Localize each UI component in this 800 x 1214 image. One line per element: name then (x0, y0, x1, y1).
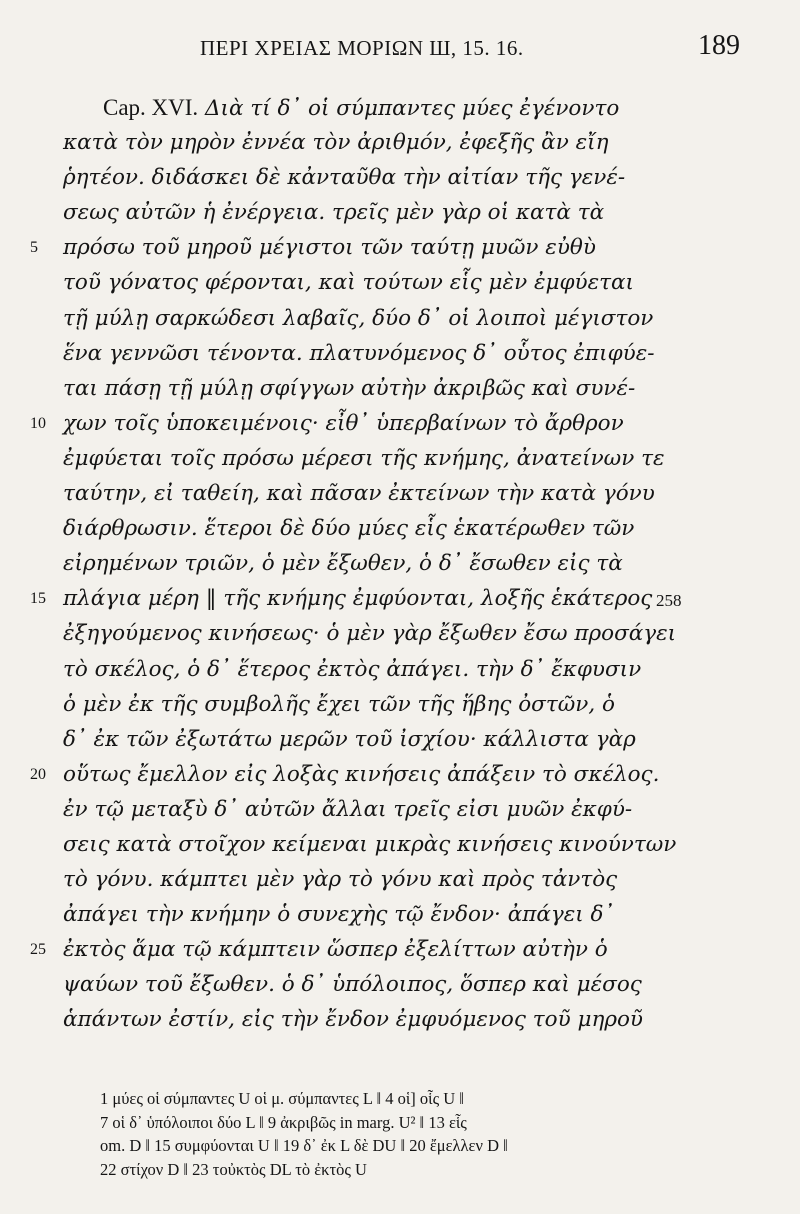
footnote-line: 1 μύες οἱ σύμπαντες U οἱ μ. σύμπαντες L ‖ 4 οἱ] οἷς U ‖ (100, 1089, 464, 1108)
text-line (30, 897, 770, 932)
text-line (30, 265, 770, 300)
line-text: ἐμφύεται τοῖς πρόσω μέρεσι τῆς κνήμης, ἀνατείνων τε (63, 445, 665, 471)
line-text: δ᾽ ἐκ τῶν ἐξωτάτω μερῶν τοῦ ἰσχίου· κάλλιστα γὰρ (63, 726, 636, 752)
text-line (30, 371, 770, 406)
line-text: σεις κατὰ στοῖχον κείμεναι μικρὰς κινήσεις κινούντων (63, 831, 677, 857)
line-text: τὸ γόνυ. κάμπτει μὲν γὰρ τὸ γόνυ καὶ πρὸς τἀντὸς (63, 867, 618, 893)
text-line (30, 967, 770, 1002)
running-head: ΠΕΡΙ ΧΡΕΙΑΣ ΜΟΡΙΩΝ Ш, 15. 16. (200, 36, 524, 60)
line-text: ἁπάντων ἐστίν, εἰς τὴν ἔνδον ἐμφυόμενος τοῦ μηροῦ (63, 1007, 643, 1033)
text-lines (30, 125, 770, 1037)
text-line (30, 230, 770, 265)
text-line-chapter-start (30, 90, 770, 125)
text-line (30, 827, 770, 862)
text-line (30, 757, 770, 792)
line-text: πλάγια μέρη ‖ τῆς κνήμης ἐμφύονται, λοξῆς ἑκάτερος (63, 586, 653, 612)
line-text: ὁ μὲν ἐκ τῆς συμβολῆς ἔχει τῶν τῆς ἥβης ὀστῶν, ὁ (63, 691, 615, 717)
chapter-first-line: Διὰ τί δ᾽ οἱ σύμπαντες μύες ἐγένοντο (205, 96, 620, 121)
text-line (30, 932, 770, 967)
text-line (30, 616, 770, 651)
chapter-opening (103, 90, 619, 126)
text-line (30, 722, 770, 757)
text-line (30, 441, 770, 476)
text-line (30, 476, 770, 511)
text-line (30, 125, 770, 160)
line-number: 5 (30, 239, 38, 257)
page-header (200, 30, 740, 70)
text-line (30, 195, 770, 230)
text-line (30, 581, 770, 616)
line-text: ται πάσῃ τῇ μύλῃ σφίγγων αὐτὴν ἀκριβῶς καὶ συνέ- (63, 375, 636, 401)
page-number: 189 (698, 30, 740, 61)
text-line (30, 546, 770, 581)
line-text: ἐν τῷ μεταξὺ δ᾽ αὐτῶν ἄλλαι τρεῖς εἰσι μυῶν ἐκφύ- (63, 796, 633, 822)
text-line (30, 792, 770, 827)
line-text: ταύτην, εἰ ταθείη, καὶ πᾶσαν ἐκτείνων τὴν κατὰ γόνυ (63, 481, 655, 507)
text-line (30, 336, 770, 371)
line-text: ἐξηγούμενος κινήσεως· ὁ μὲν γὰρ ἔξωθεν ἔσω προσάγει (63, 621, 677, 647)
main-text (30, 90, 770, 1038)
line-text: ψαύων τοῦ ἔξωθεν. ὁ δ᾽ ὑπόλοιπος, ὅσπερ καὶ μέσος (63, 972, 642, 998)
text-line (30, 511, 770, 546)
line-text: τὸ σκέλος, ὁ δ᾽ ἕτερος ἐκτὸς ἀπάγει. τὴν δ᾽ ἔκφυσιν (63, 656, 642, 682)
text-line (30, 862, 770, 897)
line-text: τῇ μύλῃ σαρκώδεσι λαβαῖς, δύο δ᾽ οἱ λοιποὶ μέγιστον (63, 305, 654, 331)
line-text: ἀπάγει τὴν κνήμην ὁ συνεχὴς τῷ ἔνδον· ἀπάγει δ᾽ (63, 902, 615, 928)
line-text: κατὰ τὸν μηρὸν ἐννέα τὸν ἀριθμόν, ἐφεξῆς ἂν εἴη (63, 130, 609, 156)
line-text: πρόσω τοῦ μηροῦ μέγιστοι τῶν ταύτῃ μυῶν εὐθὺ (63, 235, 596, 261)
footnote-line: om. D ‖ 15 συμφύονται U ‖ 19 δ᾽ ἐκ L δὲ DU ‖ 20 ἔμελλεν D ‖ (100, 1136, 508, 1155)
line-number: 25 (30, 941, 46, 959)
line-text: διάρθρωσιν. ἕτεροι δὲ δύο μύες εἷς ἑκατέρωθεν τῶν (63, 516, 635, 542)
line-text: σεως αὐτῶν ἡ ἐνέργεια. τρεῖς μὲν γὰρ οἱ κατὰ τὰ (63, 200, 605, 226)
line-number: 10 (30, 414, 46, 432)
footnote-line: 22 στίχον D ‖ 23 τοὐκτὸς DL τὸ ἐκτὸς U (100, 1159, 367, 1179)
line-text: χων τοῖς ὑποκειμένοις· εἶθ᾽ ὑπερβαίνων τὸ ἄρθρον (63, 410, 624, 436)
line-text: εἰρημένων τριῶν, ὁ μὲν ἔξωθεν, ὁ δ᾽ ἔσωθεν εἰς τὰ (63, 551, 623, 577)
margin-page-reference: 258 (656, 591, 682, 611)
text-line (30, 652, 770, 687)
line-text: τοῦ γόνατος φέρονται, καὶ τούτων εἷς μὲν ἐμφύεται (63, 270, 634, 296)
line-number: 20 (30, 765, 46, 783)
line-number: 15 (30, 590, 46, 608)
critical-apparatus (100, 1087, 740, 1181)
text-line (30, 406, 770, 441)
line-text: ἕνα γεννῶσι τένοντα. πλατυνόμενος δ᾽ οὗτος ἐπιφύε- (63, 340, 655, 366)
text-line (30, 160, 770, 195)
footnote-line: 7 οἱ δ᾽ ὑπόλοιποι δύο L ‖ 9 ἀκριβῶς in marg. U² ‖ 13 εἷς (100, 1112, 467, 1132)
line-text: οὕτως ἔμελλον εἰς λοξὰς κινήσεις ἀπάξειν τὸ σκέλος. (63, 761, 660, 787)
text-line (30, 1002, 770, 1037)
text-line (30, 301, 770, 336)
chapter-label: Cap. XVI. (103, 95, 199, 120)
line-text: ἐκτὸς ἅμα τῷ κάμπτειν ὥσπερ ἐξελίττων αὐτὴν ὁ (63, 937, 608, 963)
line-text: ῥητέον. διδάσκει δὲ κἀνταῦθα τὴν αἰτίαν τῆς γενέ- (63, 165, 626, 191)
text-line (30, 687, 770, 722)
